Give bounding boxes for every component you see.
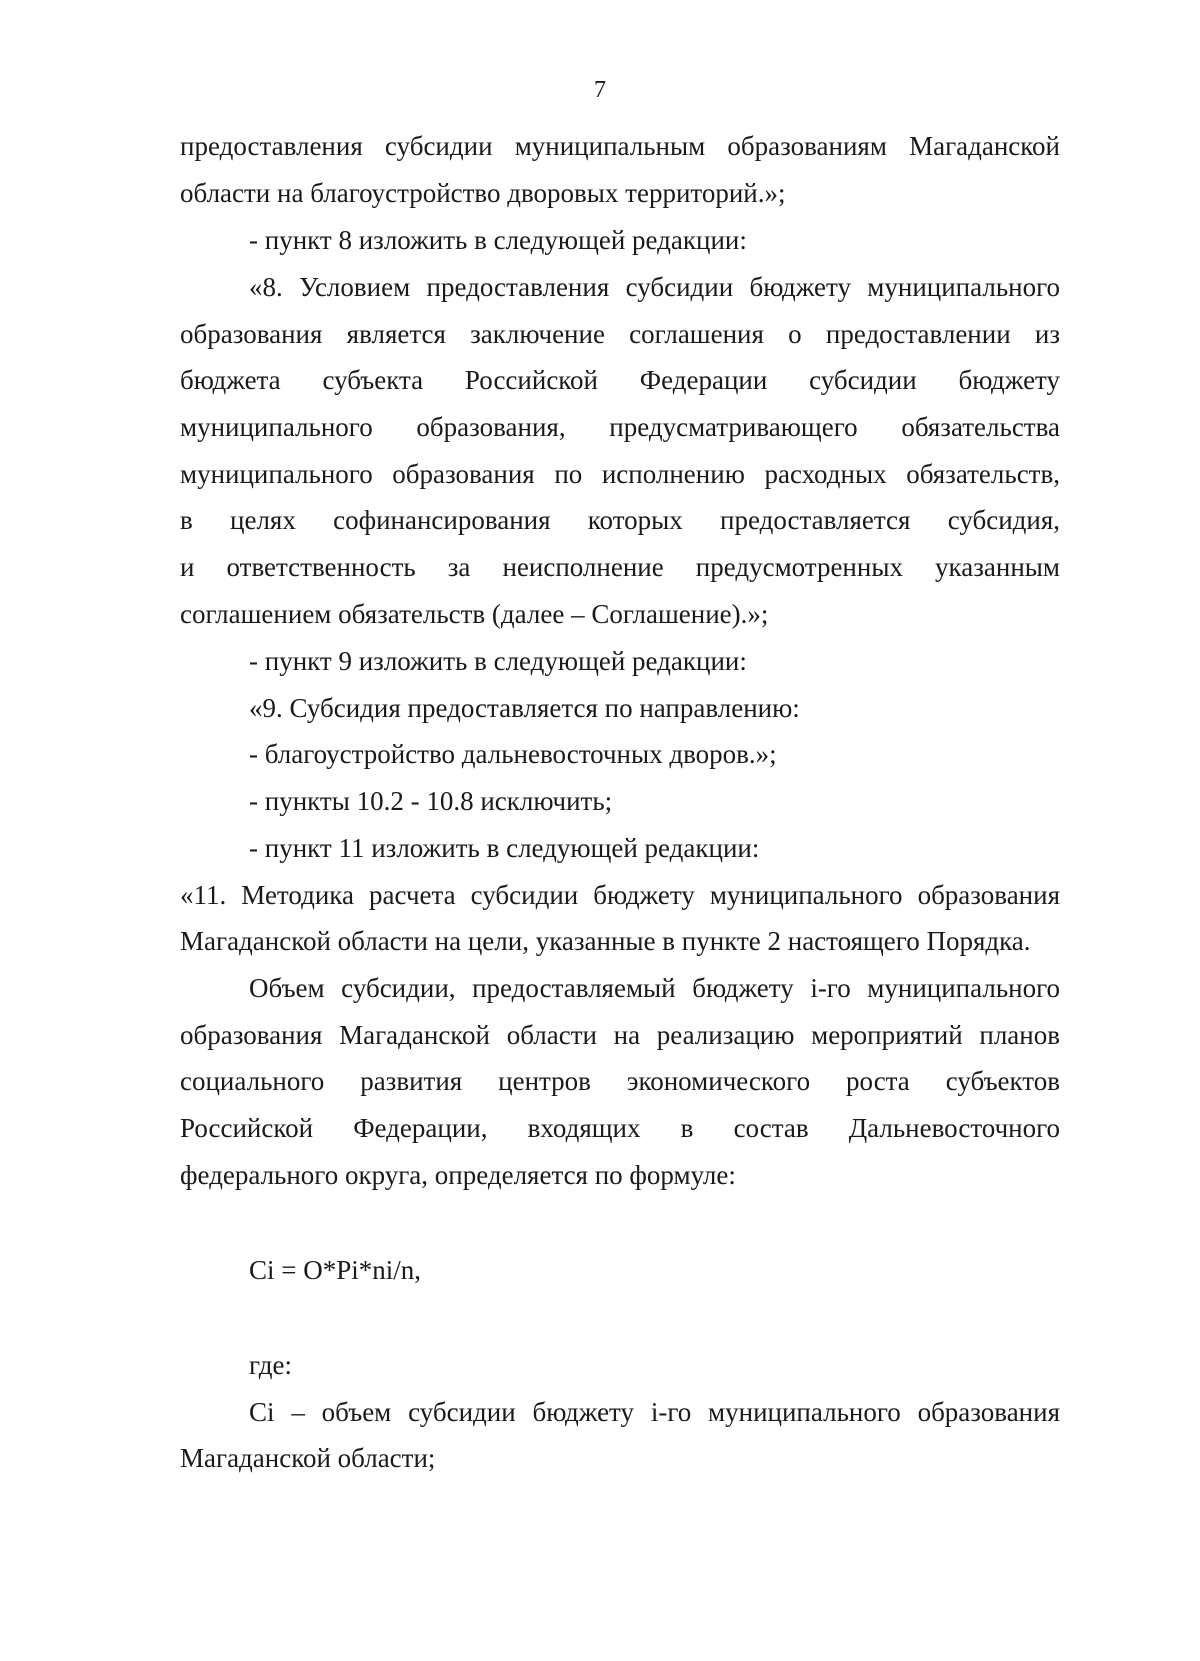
paragraph-line: Российской Федерации, входящих в состав Дальневосточного: [180, 1113, 1060, 1143]
paragraph-line: образования является заключение соглашения о предоставлении из: [180, 319, 1060, 349]
paragraph-line: - благоустройство дальневосточных дворов.»;: [249, 739, 777, 769]
paragraph-line: «9. Субсидия предоставляется по направлению:: [249, 693, 800, 723]
paragraph-line: бюджета субъекта Российской Федерации субсидии бюджету: [180, 365, 1060, 395]
paragraph-line: муниципального образования, предусматривающего обязательства: [180, 412, 1060, 442]
instruction-line: - пункт 8 изложить в следующей редакции:: [249, 225, 747, 255]
formula: Ci = O*Pi*ni/n,: [249, 1255, 422, 1285]
paragraph-line: где:: [249, 1350, 292, 1380]
instruction-line: - пункты 10.2 - 10.8 исключить;: [249, 786, 613, 816]
paragraph-line: соглашением обязательств (далее – Соглашение).»;: [180, 599, 769, 629]
paragraph-line: Магаданской области на цели, указанные в пункте 2 настоящего Порядка.: [180, 926, 1031, 956]
paragraph-line: и ответственность за неисполнение предусмотренных указанным: [180, 552, 1060, 582]
paragraph-line: области на благоустройство дворовых территорий.»;: [180, 178, 786, 208]
paragraph-line: муниципального образования по исполнению расходных обязательств,: [180, 459, 1060, 489]
page-number: 7: [594, 77, 606, 103]
instruction-line: - пункт 9 изложить в следующей редакции:: [249, 646, 747, 676]
paragraph-line: в целях софинансирования которых предоставляется субсидия,: [180, 505, 1060, 535]
instruction-line: - пункт 11 изложить в следующей редакции:: [249, 833, 760, 863]
paragraph-line: Объем субсидии, предоставляемый бюджету i-го муниципального: [249, 973, 1060, 1003]
paragraph-line: «8. Условием предоставления субсидии бюджету муниципального: [249, 272, 1060, 302]
paragraph-line: «11. Методика расчета субсидии бюджету муниципального образования: [180, 880, 1060, 910]
paragraph-line: социального развития центров экономического роста субъектов: [180, 1066, 1060, 1096]
paragraph-line: Ci – объем субсидии бюджету i-го муниципального образования: [249, 1397, 1060, 1427]
paragraph-line: федерального округа, определяется по формуле:: [180, 1160, 736, 1190]
paragraph-line: предоставления субсидии муниципальным образованиям Магаданской: [180, 131, 1060, 161]
paragraph-line: образования Магаданской области на реализацию мероприятий планов: [180, 1020, 1060, 1050]
paragraph-line: Магаданской области;: [180, 1443, 436, 1473]
